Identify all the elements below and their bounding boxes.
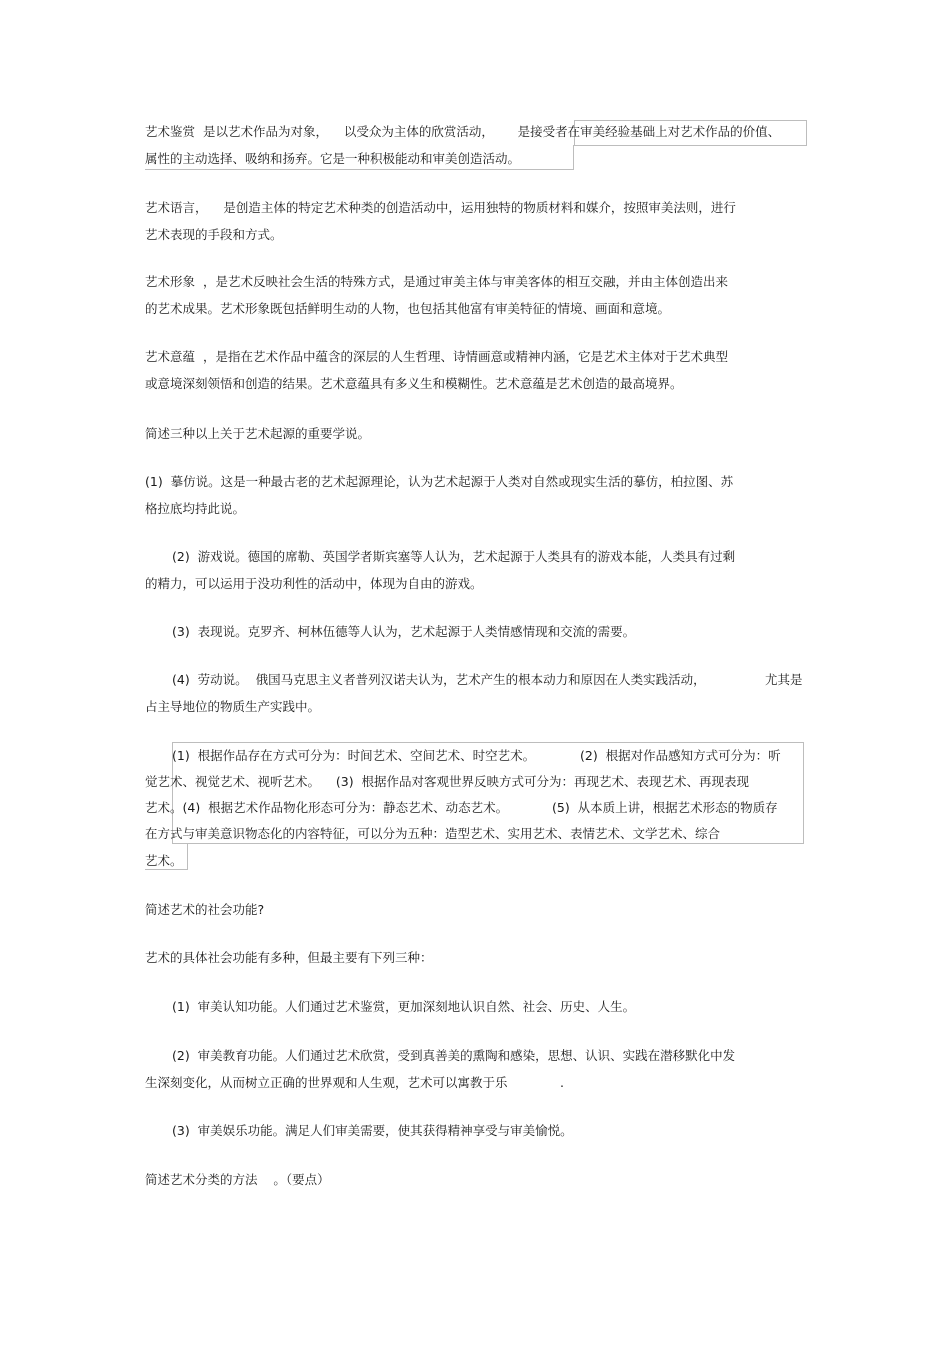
origin-imitation-line-1: (1) 摹仿说。这是一种最古老的艺术起源理论，认为艺术起源于人类对自然或现实生活的摹仿，柏拉图、苏	[145, 474, 734, 489]
social-function-intro: 艺术的具体社会功能有多种，但最主要有下列三种：	[145, 950, 433, 965]
function-education-line-2a: 生深刻变化，从而树立正确的世界观和人生观，艺术可以寓教于乐	[145, 1075, 508, 1090]
art-appreciation-line-2: 属性的主动选择、吸纳和扬弃。它是一种积极能动和审美创造活动。	[145, 151, 521, 166]
function-education-line-2b: .	[560, 1075, 564, 1090]
art-appreciation-line-1: 艺术鉴赏 是以艺术作品为对象， 以受众为主体的欣赏活动， 是接受者在审美经验基础上对艺术作品的价值、	[145, 124, 781, 139]
function-entertainment: (3) 审美娱乐功能。满足人们审美需要，使其获得精神享受与审美愉悦。	[172, 1123, 573, 1138]
question-art-classification: 简述艺术分类的方法 。（要点）	[145, 1172, 330, 1187]
origin-imitation-line-2: 格拉底均持此说。	[145, 501, 246, 516]
art-connotation-line-1: 艺术意蕴 ，是指在艺术作品中蕴含的深层的人生哲理、诗情画意或精神内涵，它是艺术主体对于艺术典型	[145, 349, 728, 364]
classification-line-5: 艺术。	[145, 853, 183, 868]
art-language-line-2: 艺术表现的手段和方式。	[145, 227, 283, 242]
origin-play-line-1: (2) 游戏说。德国的席勒、英国学者斯宾塞等人认为，艺术起源于人类具有的游戏本能，人类具有过剩	[172, 549, 736, 564]
origin-play-line-2: 的精力，可以运用于没功利性的活动中，体现为自由的游戏。	[145, 576, 483, 591]
classification-line-4: 在方式与审美意识物态化的内容特征，可以分为五种：造型艺术、实用艺术、表情艺术、文学艺术、综合	[145, 826, 721, 841]
origin-expression: (3) 表现说。克罗齐、柯林伍德等人认为，艺术起源于人类情感情现和交流的需要。	[172, 624, 636, 639]
question-social-function: 简述艺术的社会功能?	[145, 902, 265, 917]
classification-line-3b: (5) 从本质上讲，根据艺术形态的物质存	[552, 800, 778, 815]
origin-labor-line-1b: 尤其是	[765, 672, 803, 687]
art-language-line-1: 艺术语言， 是创造主体的特定艺术种类的创造活动中，运用独特的物质材料和媒介，按照审美法则，进行	[145, 200, 736, 215]
origin-labor-line-1a: (4) 劳动说。 俄国马克思主义者普列汉诺夫认为，艺术产生的根本动力和原因在人类实践活动，	[172, 672, 706, 687]
classification-line-2: 觉艺术、视觉艺术、视听艺术。 (3) 根据作品对客观世界反映方式可分为：再现艺术、表现艺术、再现表现	[145, 774, 750, 789]
classification-line-3a: 艺术。(4) 根据艺术作品物化形态可分为：静态艺术、动态艺术。	[145, 800, 509, 815]
function-cognition: (1) 审美认知功能。人们通过艺术鉴赏，更加深刻地认识自然、社会、历史、人生。	[172, 999, 636, 1014]
classification-line-1b: (2) 根据对作品感知方式可分为：听	[580, 748, 781, 763]
art-image-line-2: 的艺术成果。艺术形象既包括鲜明生动的人物，也包括其他富有审美特征的情境、画面和意境。	[145, 301, 671, 316]
function-education-line-1: (2) 审美教育功能。人们通过艺术欣赏，受到真善美的熏陶和感染，思想、认识、实践在潜移默化中发	[172, 1048, 736, 1063]
question-art-origin: 简述三种以上关于艺术起源的重要学说。	[145, 426, 371, 441]
origin-labor-line-2: 占主导地位的物质生产实践中。	[145, 699, 321, 714]
classification-line-1a: (1) 根据作品存在方式可分为：时间艺术、空间艺术、时空艺术。	[172, 748, 536, 763]
art-connotation-line-2: 或意境深刻领悟和创造的结果。艺术意蕴具有多义生和模糊性。艺术意蕴是艺术创造的最高境界。	[145, 376, 683, 391]
art-image-line-1: 艺术形象 ，是艺术反映社会生活的特殊方式，是通过审美主体与审美客体的相互交融，并由主体创造出来	[145, 274, 728, 289]
